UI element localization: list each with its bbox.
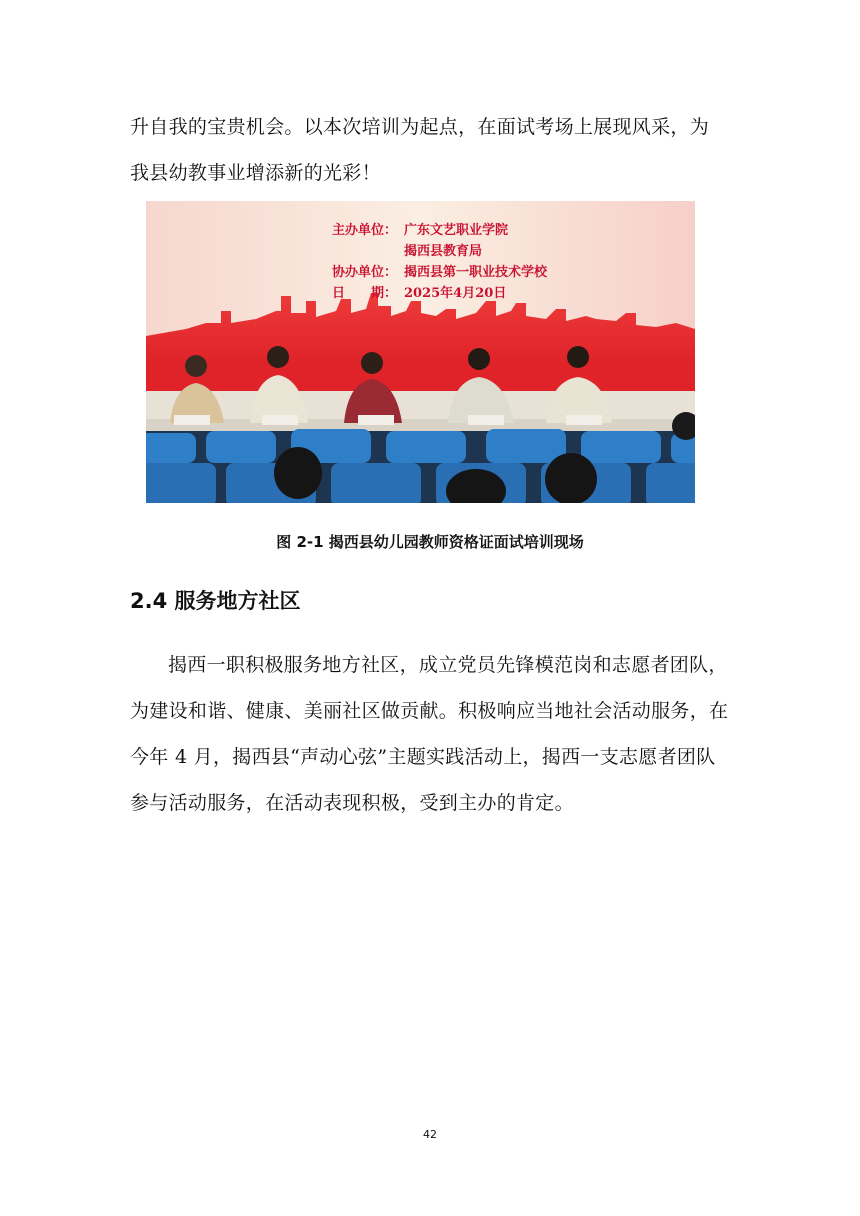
banner-co-1: 揭西县第一职业技术学校: [404, 265, 548, 280]
banner-co-label: 协办单位：: [332, 265, 398, 280]
banner-date-value: 2025年4月20日: [404, 286, 507, 301]
banner-host-label: 主办单位：: [332, 223, 398, 238]
banner-host-2: 揭西县教育局: [404, 244, 483, 259]
section-heading: 2.4 服务地方社区: [130, 589, 301, 613]
figure-caption: 图 2-1 揭西县幼儿园教师资格证面试培训现场: [276, 533, 584, 551]
top-paragraph-line-2: 我县幼教事业增添新的光彩！: [130, 162, 381, 184]
banner-host-1: 广东文艺职业学院: [404, 223, 509, 238]
page-number: 42: [423, 1128, 437, 1141]
section-paragraph: 揭西一职积极服务地方社区，成立党员先锋模范岗和志愿者团队，为建设和谐、健康、美丽社区做贡献。积极响应当地社会活动服务，在今年 4 月，揭西县“声动心弦”主题实践活动上，揭西一支志愿者团队参与活动服务，在活动表现积极，受到主办的肯定。: [130, 654, 729, 814]
training-photo: [146, 201, 695, 503]
top-paragraph-line-1: 升自我的宝贵机会。以本次培训为起点，在面试考场上展现风采，为: [130, 116, 710, 138]
training-photo-illustration: [146, 201, 695, 503]
banner-date-label: 日 期：: [332, 286, 398, 301]
top-paragraph: [130, 104, 730, 196]
